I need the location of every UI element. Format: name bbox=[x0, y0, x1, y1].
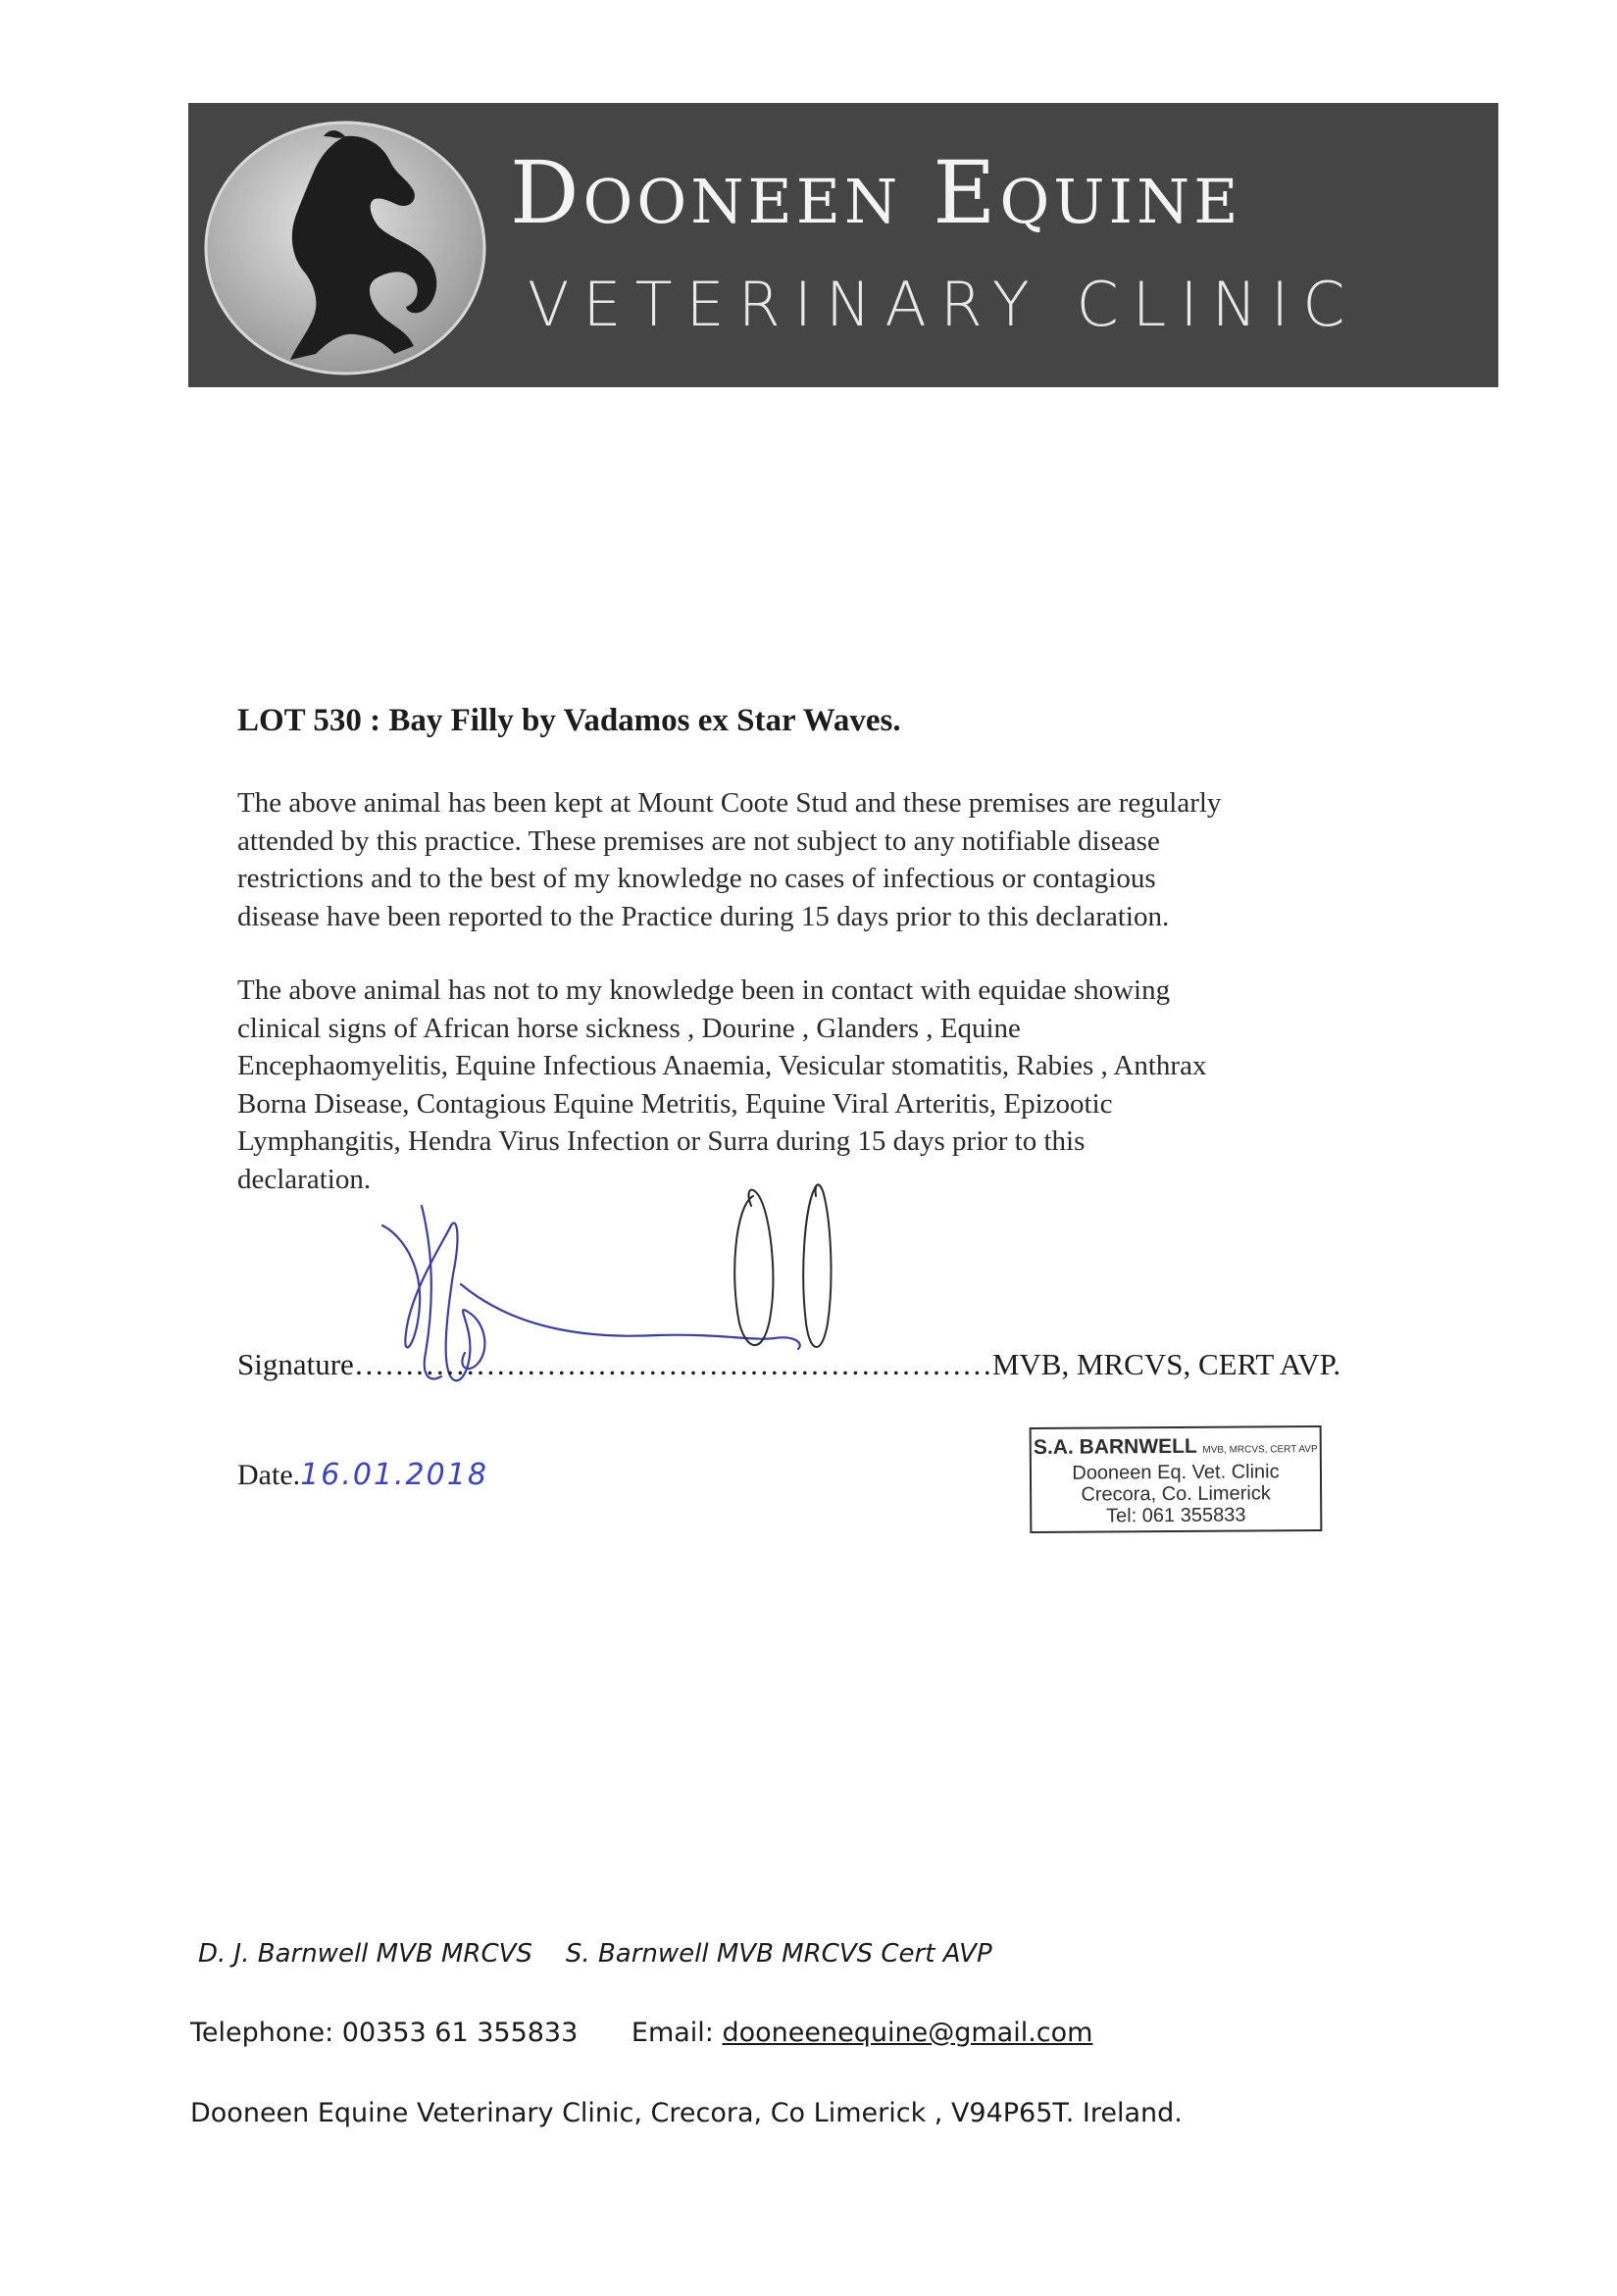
paragraph-line: Encephaomyelitis, Equine Infectious Anaemia, Vesicular stomatitis, Rabies , Anthrax bbox=[237, 1050, 1207, 1081]
lot-title: LOT 530 : Bay Filly by Vadamos ex Star Waves. bbox=[237, 703, 901, 738]
paragraph-line: disease have been reported to the Practice during 15 days prior to this declaration. bbox=[237, 900, 1170, 932]
paragraph-line: Lymphangitis, Hendra Virus Infection or Surra during 15 days prior to this bbox=[237, 1125, 1086, 1157]
stamp-telephone: Tel: 061 355833 bbox=[1106, 1504, 1246, 1527]
stamp-clinic: Dooneen Eq. Vet. Clinic bbox=[1072, 1461, 1280, 1484]
paragraph-line: The above animal has been kept at Mount Coote Stud and these premises are regularly bbox=[237, 787, 1222, 819]
paragraph-line: declaration. bbox=[237, 1163, 372, 1195]
footer-vet-name: D. J. Barnwell MVB MRCVS bbox=[198, 1939, 532, 1969]
paragraph-line: restrictions and to the best of my knowledge no cases of infectious or contagious bbox=[237, 863, 1156, 894]
date-value: 16.01.2018 bbox=[300, 1458, 488, 1492]
paragraph-line: attended by this practice. These premises are not subject to any notifiable disease bbox=[237, 824, 1160, 857]
footer-email-label: Email: bbox=[631, 2018, 714, 2048]
contact-paragraph bbox=[237, 972, 1394, 1198]
footer-contact bbox=[190, 2018, 1617, 2048]
signature-dots: ……………………………………………………… bbox=[353, 1347, 992, 1381]
paragraph-line: Borna Disease, Contagious Equine Metritis, Equine Viral Arteritis, Epizootic bbox=[237, 1087, 1113, 1120]
vet-stamp bbox=[1030, 1425, 1323, 1533]
footer-telephone: Telephone: 00353 61 355833 bbox=[190, 2018, 579, 2048]
footer-vet-name: S. Barnwell MVB MRCVS Cert AVP bbox=[565, 1939, 992, 1969]
paragraph-line: clinical signs of African horse sickness , Dourine , Glanders , Equine bbox=[237, 1012, 1021, 1044]
stamp-name: S.A. BARNWELL bbox=[1033, 1434, 1197, 1460]
clinic-name: Dooneen Equine bbox=[510, 142, 1242, 243]
paragraph-line: The above animal has not to my knowledge been in contact with equidae showing bbox=[237, 974, 1171, 1006]
stamp-qualifications: MVB, MRCVS, CERT AVP bbox=[1202, 1443, 1318, 1456]
date-field bbox=[237, 1458, 488, 1492]
signature-qualifications: MVB, MRCVS, CERT AVP. bbox=[991, 1347, 1341, 1381]
premises-paragraph bbox=[237, 784, 1394, 935]
clinic-header-banner bbox=[188, 103, 1498, 387]
footer-address: Dooneen Equine Veterinary Clinic, Crecora, Co Limerick , V94P65T. Ireland. bbox=[190, 2098, 1183, 2128]
rearing-horse-icon bbox=[198, 115, 492, 379]
footer-email-link[interactable]: dooneenequine@gmail.com bbox=[722, 2018, 1093, 2048]
clinic-subtitle: VETERINARY CLINIC bbox=[528, 269, 1359, 340]
signature-label: Signature bbox=[237, 1347, 354, 1381]
date-label: Date. bbox=[237, 1459, 301, 1491]
signature-field bbox=[237, 1347, 1414, 1382]
stamp-address: Crecora, Co. Limerick bbox=[1081, 1482, 1271, 1506]
footer-vets bbox=[198, 1939, 1617, 1969]
